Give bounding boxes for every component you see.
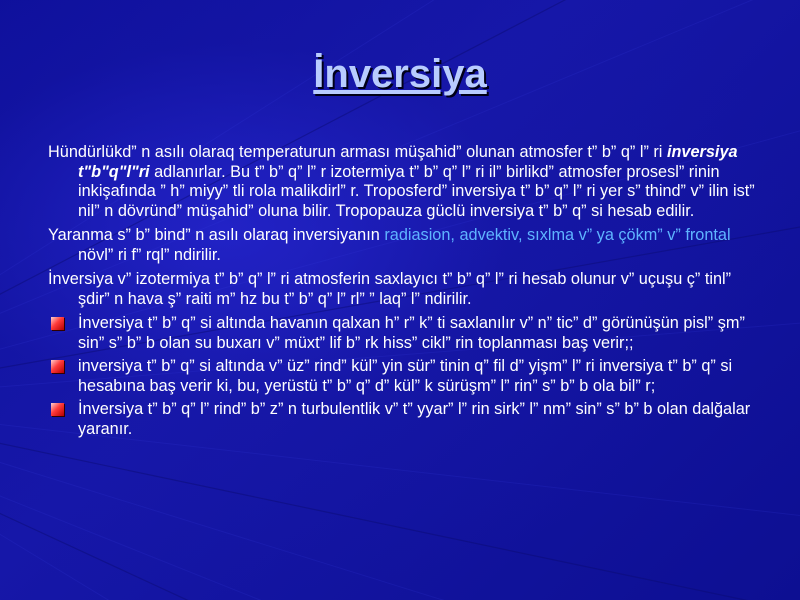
bullet-item <box>48 357 764 396</box>
paragraph-types <box>48 226 764 265</box>
red-square-bullet-icon <box>51 403 64 416</box>
paragraph-aviation: İnversiya v” izotermiya t” b” q” l” ri atmosferin saxlayıcı t” b” q” l” ri hesab olunur v” uçuşu ç” tinl” şdir” n hava ş” raiti m” hz bu t” b” q” l” rl” ” laq” l” ndirilir. <box>48 270 732 308</box>
paragraph-definition-text: Hündürlükd” n asılı olaraq temperaturun arması müşahid” olunan atmosfer t” b” q” l” ri <box>48 143 667 161</box>
paragraph-definition-rest: adlanırlar. Bu t” b” q” l” r izotermiya t” b” q” l” ri il” birlikd” atmosfer prosesl” rinin inkişafında ” h” miyy” tli rola malikdirl” r. Troposferd” inversiya t” b” q” l” ri yer s” thind” v” ilin ist” nil” n dövründ” müşahid” oluna bilir. Tropopauza güclü inversiya t” b” q” si hesab edilir. <box>78 162 755 220</box>
paragraph-types-text: Yaranma s” b” bind” n asılı olaraq inversiyanın <box>48 226 385 244</box>
term-inversion-layers: inversiya t"b"q"l"ri <box>78 143 738 181</box>
bullet-item <box>48 314 764 353</box>
inversion-types-highlight: radiasion, advektiv, sıxlma v” ya çökm” v” frontal <box>384 226 731 244</box>
red-square-bullet-icon <box>51 360 64 373</box>
slide-title: İnversiya <box>313 52 487 96</box>
bullet-item <box>48 400 764 439</box>
paragraph-definition <box>48 143 764 221</box>
bullet-text: İnversiya t” b” q” si altında havanın qalxan h” r” k” ti saxlanılır v” n” tic” d” görünüşün pisl” şm” sin” s” b” b olan su buxarı v” müxt” lif b” rk hiss” cikl” rin toplanması baş verir;; <box>78 314 745 352</box>
bullet-text: İnversiya t” b” q” l” rind” b” z” n turbulentlik v” t” yyar” l” rin sirk” l” nm” sin” s” b” b olan dalğalar yaranır. <box>78 400 751 438</box>
bullet-text: inversiya t” b” q” si altında v” üz” rind” kül” yin sür” tinin q” fil d” yişm” l” ri inversiya t” b” q” si hesabına baş verir ki, bu, yerüstü t” b” q” d” kül” k sürüşm” l” rin” s” b” b ola bil” r; <box>78 357 733 395</box>
slide-body <box>48 143 764 443</box>
paragraph-types-rest: növl” ri f” rql” ndirilir. <box>78 245 221 264</box>
red-square-bullet-icon <box>51 317 64 330</box>
